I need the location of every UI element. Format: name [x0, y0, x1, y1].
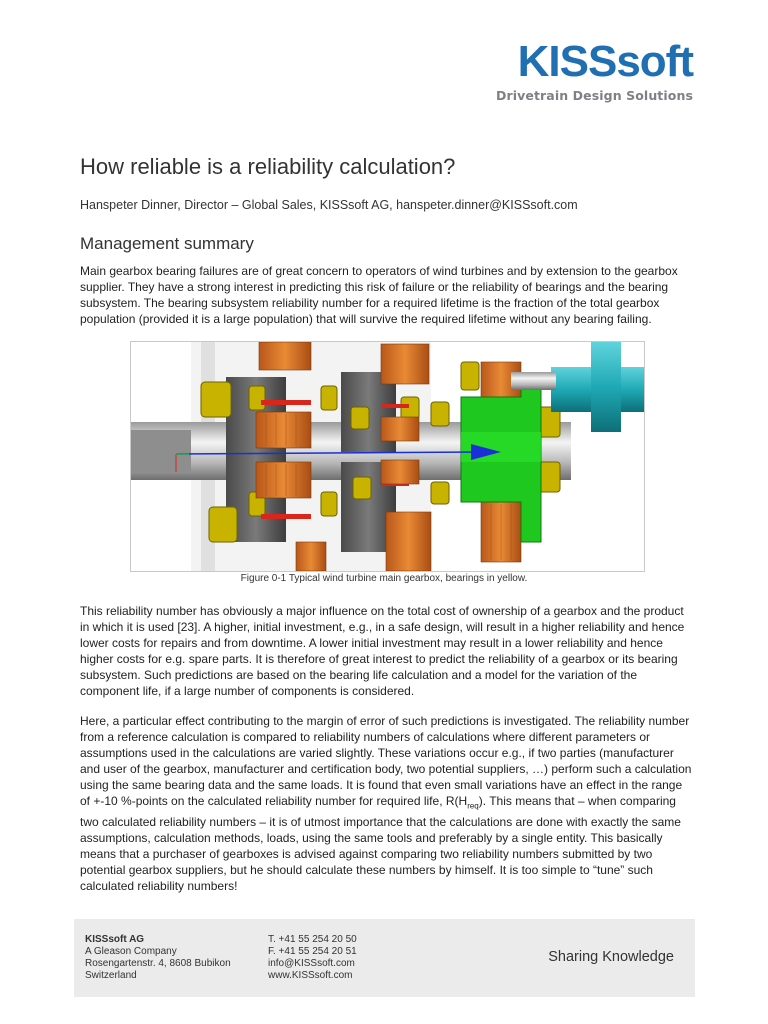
page-footer: [74, 919, 695, 997]
kisssoft-logo: [496, 37, 693, 103]
footer-country: Switzerland: [85, 970, 137, 981]
section-heading: Management summary: [80, 234, 254, 253]
author-line: Hanspeter Dinner, Director – Global Sales, KISSsoft AG, hanspeter.dinner@KISSsoft.com: [80, 198, 578, 212]
paragraph-investigation-part2: ). This means that – when comparing two calculated reliability numbers – it is of utmost importance that the calculations are done with exactly the same assumptions, calculation methods, loads, using the same tools and preferably by a single entity. This basically means that a purchaser of gearboxes is advised against comparing two reliability numbers submitted by two potential gearbox suppliers, but he should calculate these numbers by himself. It is too simple to “tune” such calculated reliability numbers!: [80, 794, 681, 894]
footer-address: Rosengartenstr. 4, 8608 Bubikon: [85, 958, 231, 969]
footer-phone: T. +41 55 254 20 50: [268, 934, 357, 945]
paragraph-cost: This reliability number has obviously a major influence on the total cost of ownership of a gearbox and the product in which it is used [23]. A higher, initial investment, e.g., in a safe design, will result in a higher reliability and hence lower costs for repairs and from downtime. A lower initial investment may result in a lower reliability and hence higher costs for e.g. spare parts. It is therefore of great interest to predict the reliability of a gearbox or its bearing subsystem. Such predictions are based on the bearing life calculation and a model for the variation of the component life, if a large number of components is considered.: [80, 604, 685, 698]
footer-address-block: [85, 934, 231, 982]
footer-company: KISSsoft AG: [85, 934, 145, 945]
footer-website[interactable]: www.KISSsoft.com: [268, 970, 353, 981]
footer-contact-block: [268, 934, 357, 982]
gearbox-figure: [130, 341, 645, 572]
footer-email[interactable]: info@KISSsoft.com: [268, 958, 355, 969]
logo-tagline: Drivetrain Design Solutions: [496, 88, 693, 103]
subscript-req: req: [467, 801, 479, 811]
paragraph-intro: Main gearbox bearing failures are of great concern to operators of wind turbines and by extension to the gearbox supplier. They have a strong interest in predicting this risk of failure or the reliability of bearings and the bearing subsystem. The bearing subsystem reliability number for a required lifetime is the fraction of the total gearbox population (provided it is a large population) that will survive the required lifetime without any bearing failing.: [80, 264, 678, 326]
page-title: How reliable is a reliability calculation?: [80, 154, 456, 179]
footer-slogan: Sharing Knowledge: [548, 949, 674, 965]
gearbox-illustration: [131, 342, 644, 571]
paragraph-investigation: [80, 713, 695, 894]
logo-wordmark: KISSsoft: [517, 37, 693, 86]
footer-group: A Gleason Company: [85, 946, 177, 957]
figure-caption: Figure 0-1 Typical wind turbine main gearbox, bearings in yellow.: [240, 573, 528, 584]
paragraph-investigation-part1: Here, a particular effect contributing to the margin of error of such predictions is investigated. The reliability number from a reference calculation is compared to reliability numbers of calculations where different parameters or assumptions used in the calculations are varied slightly. These variations occur e.g., if two parties (manufacturer and user of the gearbox, manufacturer and certification body, two potential suppliers, …) perform such a calculation using the same bearing data and the same loads. It is found that even small variations have an effect in the range of +-10 %-points on the calculated reliability number for required life, R(H: [80, 714, 692, 808]
footer-fax: F. +41 55 254 20 51: [268, 946, 357, 957]
